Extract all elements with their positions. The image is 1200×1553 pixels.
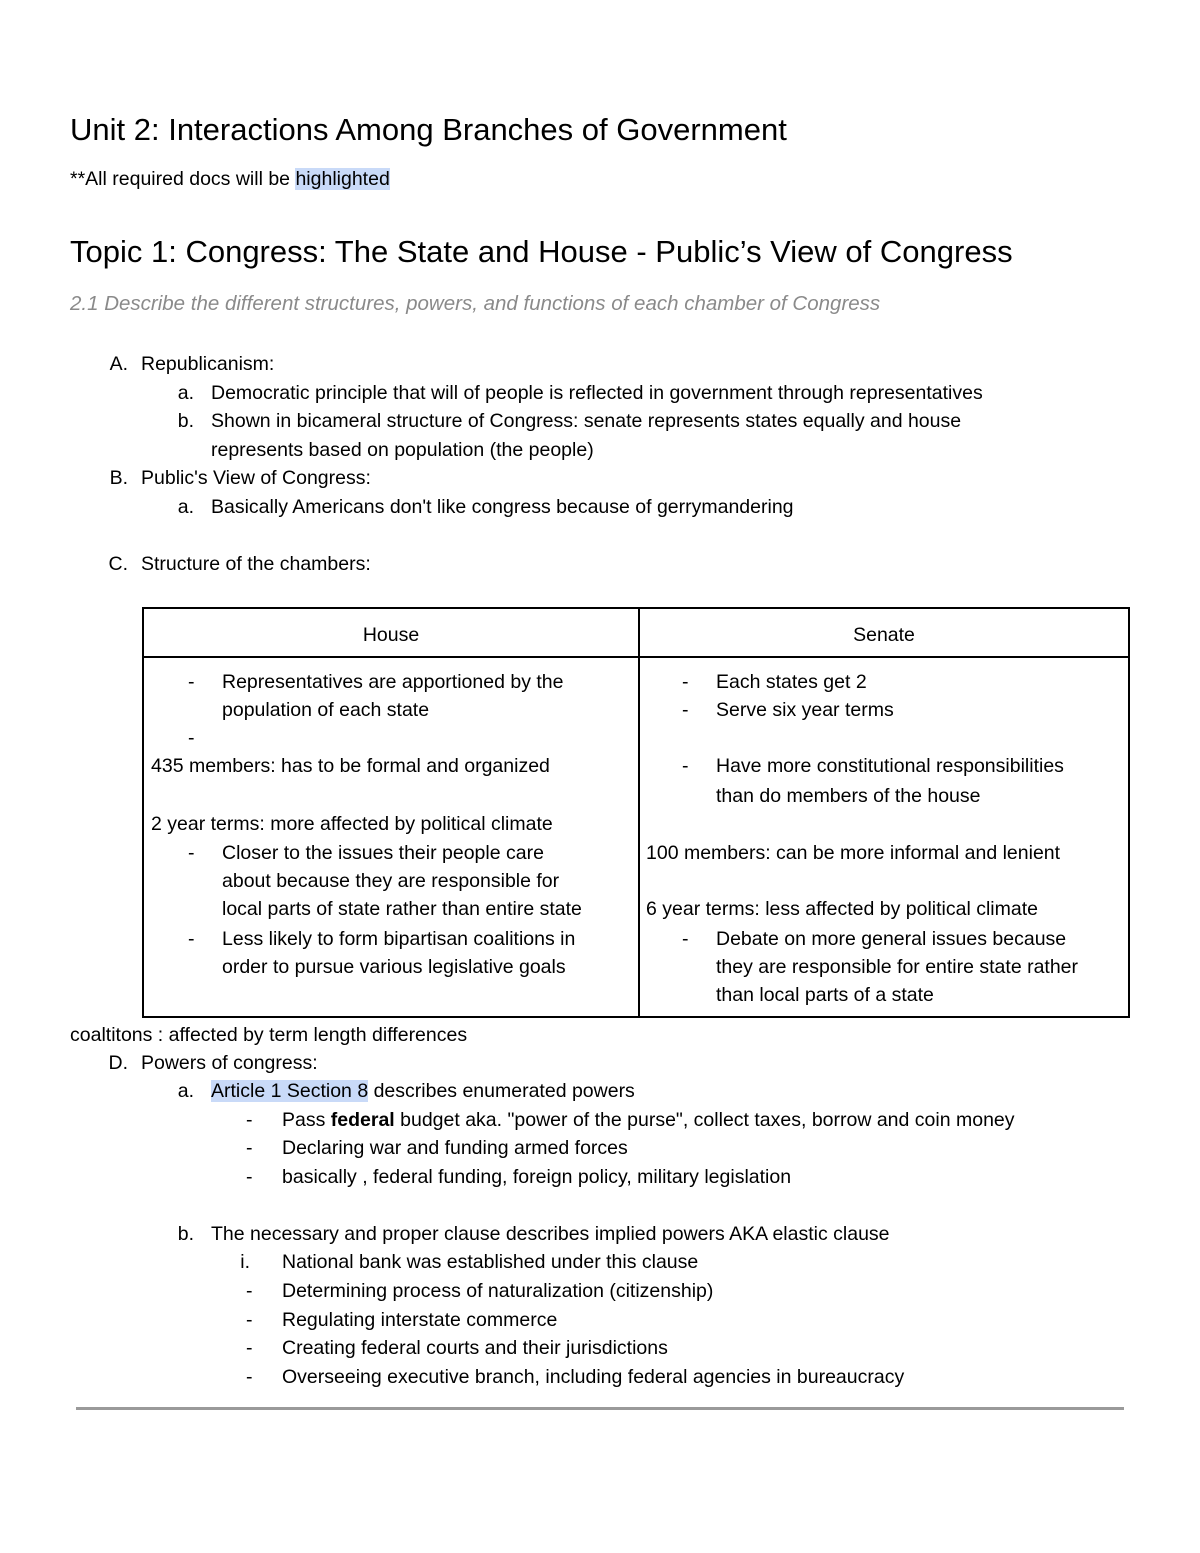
section-b-item-a-marker: a. [177,496,194,518]
highlighted-word: highlighted [295,168,390,190]
senate-bullet-3-line-1: Have more constitutional responsibilities [716,755,1064,777]
section-b-label: Public's View of Congress: [141,467,371,489]
senate-bullet-2: Serve six year terms [716,699,894,721]
article-highlight: Article 1 Section 8 [211,1080,369,1102]
section-b-marker: B. [109,467,128,489]
house-members: 435 members: has to be formal and organized [151,755,550,777]
senate-bullet-4-line-1: Debate on more general issues because [716,928,1067,950]
senate-bullet-4-line-2: they are responsible for entire state rather [716,956,1079,978]
senate-terms: 6 year terms: less affected by political climate [646,898,1038,920]
dash-marker: - [246,1166,253,1188]
senate-dash: - [682,755,689,777]
section-a-marker: A. [109,353,128,375]
chambers-table [142,607,1130,1018]
senate-bullet-4-line-3: than local parts of a state [716,984,934,1006]
table-header-house: House [362,624,420,646]
section-d-item-a-marker: a. [177,1080,194,1102]
topic-title: Topic 1: Congress: The State and House - Public’s View of Congress [70,234,1013,269]
section-d-item-a-text [211,1079,635,1103]
section-d-marker: D. [108,1052,128,1074]
dash-marker: - [246,1109,253,1131]
senate-bullet-1: Each states get 2 [716,671,867,693]
section-a-item-a-text: Democratic principle that will of people is reflected in government through representatives [211,382,983,404]
senate-dash: - [682,928,689,950]
house-bullet-2-line-3: local parts of state rather than entire state [222,898,582,920]
learning-objective: 2.1 Describe the different structures, powers, and functions of each chamber of Congress [70,292,881,315]
section-d-item-b-marker: b. [177,1223,194,1245]
coalitions-note: coaltitons : affected by term length differences [70,1024,468,1046]
house-bullet-2-line-2: about because they are responsible for [222,870,560,892]
page-footer-rule [76,1407,1124,1410]
pass-rest: budget aka. "power of the purse", collect taxes, borrow and coin money [394,1109,1015,1131]
implied-power-item: Regulating interstate commerce [282,1309,558,1331]
roman-i-marker: i. [240,1251,250,1273]
section-a-item-b-line-2: represents based on population (the people) [211,439,594,461]
implied-power-item: Determining process of naturalization (citizenship) [282,1280,714,1302]
house-dash: - [188,842,195,864]
section-b-item-a-text: Basically Americans don't like congress because of gerrymandering [211,496,794,518]
basically-item: basically , federal funding, foreign policy, military legislation [282,1166,792,1188]
power-of-purse-item [282,1108,1015,1132]
unit-title: Unit 2: Interactions Among Branches of Government [70,112,787,147]
house-bullet-3-line-2: order to pursue various legislative goals [222,956,566,978]
dash-marker: - [246,1366,253,1388]
dash-marker: - [246,1137,253,1159]
house-bullet-3-line-1: Less likely to form bipartisan coalitions in [222,928,576,950]
section-d-item-b-text: The necessary and proper clause describes implied powers AKA elastic clause [211,1223,890,1245]
pass-prefix: Pass [282,1109,331,1131]
section-c-marker: C. [108,553,128,575]
house-bullet-1-line-2: population of each state [222,699,430,721]
table-column-divider [638,609,640,1016]
house-empty-bullet: - [188,727,195,749]
section-d-label: Powers of congress: [141,1052,318,1074]
section-c-label: Structure of the chambers: [141,553,371,575]
dash-marker: - [246,1309,253,1331]
house-dash: - [188,928,195,950]
senate-bullet-3-line-2: than do members of the house [716,785,981,807]
table-header-divider [144,656,1128,658]
house-terms: 2 year terms: more affected by political climate [151,813,553,835]
note-text: **All required docs will be [70,168,296,190]
section-d-item-a-rest: describes enumerated powers [368,1080,635,1102]
dash-marker: - [246,1337,253,1359]
federal-bold: federal [330,1109,395,1131]
senate-dash: - [682,671,689,693]
senate-dash: - [682,699,689,721]
dash-marker: - [246,1280,253,1302]
implied-power-item: Overseeing executive branch, including federal agencies in bureaucracy [282,1366,905,1388]
implied-power-item: Creating federal courts and their jurisdictions [282,1337,668,1359]
war-item: Declaring war and funding armed forces [282,1137,628,1159]
house-bullet-1-line-1: Representatives are apportioned by the [222,671,564,693]
section-a-label: Republicanism: [141,353,275,375]
national-bank-item: National bank was established under this clause [282,1251,699,1273]
house-bullet-2-line-1: Closer to the issues their people care [222,842,544,864]
senate-members: 100 members: can be more informal and lenient [646,842,1061,864]
required-docs-note [70,167,390,191]
section-a-item-b-marker: b. [177,410,194,432]
table-header-senate: Senate [853,624,915,646]
section-a-item-a-marker: a. [177,382,194,404]
house-dash: - [188,671,195,693]
section-a-item-b-line-1: Shown in bicameral structure of Congress: senate represents states equally and house [211,410,962,432]
